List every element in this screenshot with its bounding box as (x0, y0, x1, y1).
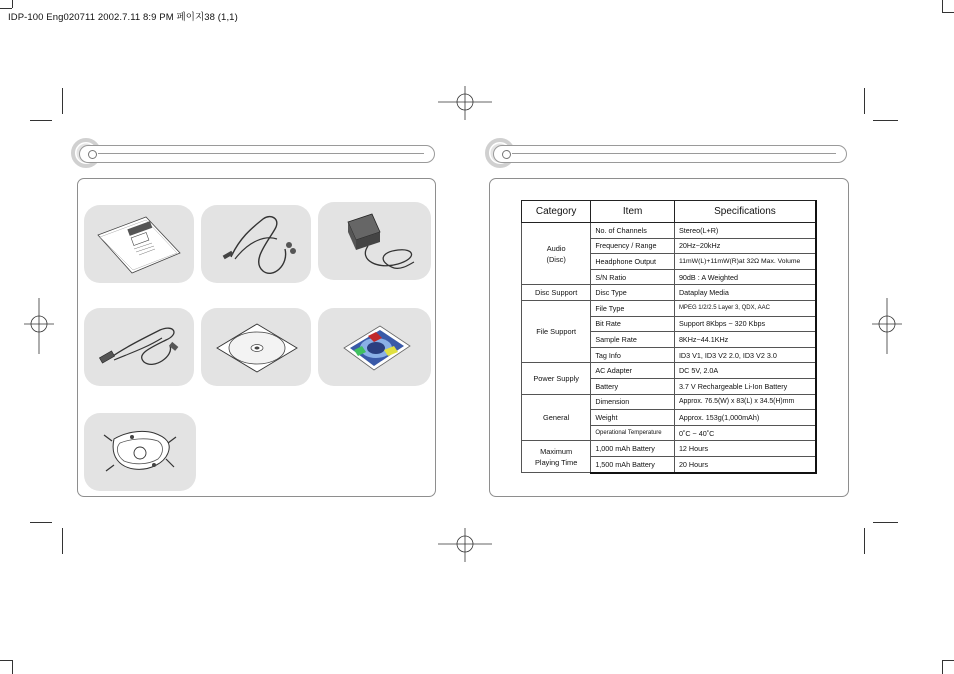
section-title-bar-right (493, 145, 847, 163)
item-cell: AC Adapter (591, 363, 675, 379)
table-row (522, 394, 817, 410)
registration-mark-left-icon (24, 298, 54, 354)
spec-cell: Support 8Kbps ~ 320 Kbps (674, 316, 816, 332)
spec-cell: 3.7 V Rechargeable Li-Ion Battery (674, 378, 816, 394)
section-title-bar-left (79, 145, 435, 163)
item-cell: Battery (591, 378, 675, 394)
spec-cell: 0˚C ~ 40˚C (674, 425, 816, 441)
dataplay-disc-icon (318, 308, 431, 386)
ac-adapter-icon (318, 202, 431, 280)
item-cell: 1,500 mAh Battery (591, 456, 675, 472)
item-cell: Weight (591, 410, 675, 426)
installation-cd-icon (201, 308, 311, 386)
registration-mark-right-icon (872, 298, 902, 354)
header-item: Item (591, 201, 675, 223)
header-specifications: Specifications (674, 201, 816, 223)
item-cell: S/N Ratio (591, 269, 675, 285)
manual-booklet-icon (84, 205, 194, 283)
spec-cell: ID3 V1, ID3 V2 2.0, ID3 V2 3.0 (674, 347, 816, 363)
belt-clip-holder-icon (84, 413, 196, 491)
accessory-tile (318, 202, 431, 280)
spec-cell: 8KHz~44.1KHz (674, 332, 816, 348)
earphones-cable-icon (201, 205, 311, 283)
table-row (522, 363, 817, 379)
spec-cell: 90dB : A Weighted (674, 269, 816, 285)
accessory-tile (84, 308, 194, 386)
category-cell-file-support: File Support (522, 300, 591, 362)
item-cell: Bit Rate (591, 316, 675, 332)
item-cell: Dimension (591, 394, 675, 410)
table-row (522, 285, 817, 301)
accessory-tile (84, 205, 194, 283)
item-cell: Headphone Output (591, 254, 675, 270)
spec-cell: MPEG 1/2/2.5 Layer 3, QDX, AAC (674, 300, 816, 316)
category-cell-disc-support: Disc Support (522, 285, 591, 301)
accessory-tile (318, 308, 431, 386)
category-cell-general: General (522, 394, 591, 441)
item-cell: Sample Rate (591, 332, 675, 348)
spec-cell: 11mW(L)+11mW(R)at 32Ω Max. Volume (674, 254, 816, 270)
registration-mark-top-icon (438, 86, 492, 120)
print-header: IDP-100 Eng020711 2002.7.11 8:9 PM 페이지38 (1,1) (8, 12, 238, 23)
registration-mark-bottom-icon (438, 528, 492, 562)
item-cell: 1,000 mAh Battery (591, 441, 675, 457)
specifications-table (521, 200, 817, 474)
category-cell-audio: Audio (Disc) (522, 223, 591, 285)
item-cell: Operational Temperature (591, 425, 675, 441)
accessory-tile (84, 413, 196, 491)
spec-cell: Approx. 153g(1,000mAh) (674, 410, 816, 426)
spec-cell: 12 Hours (674, 441, 816, 457)
item-cell: No. of Channels (591, 223, 675, 239)
table-row (522, 223, 817, 239)
usb-cable-icon (84, 308, 194, 386)
accessory-tile (201, 205, 311, 283)
spec-cell: Stereo(L+R) (674, 223, 816, 239)
header-category: Category (522, 201, 591, 223)
table-header-row (522, 201, 817, 223)
table-row (522, 441, 817, 457)
item-cell: File Type (591, 300, 675, 316)
table-row (522, 300, 817, 316)
item-cell: Frequency / Range (591, 238, 675, 254)
item-cell: Disc Type (591, 285, 675, 301)
accessory-tile (201, 308, 311, 386)
spec-cell: DC 5V, 2.0A (674, 363, 816, 379)
spec-cell: 20Hz~20kHz (674, 238, 816, 254)
category-cell-power-supply: Power Supply (522, 363, 591, 394)
spec-cell: 20 Hours (674, 456, 816, 472)
spec-cell: Dataplay Media (674, 285, 816, 301)
category-cell-max-playing-time: Maximum Playing Time (522, 441, 591, 473)
spec-cell: Approx. 76.5(W) x 83(L) x 34.5(H)mm (674, 394, 816, 410)
item-cell: Tag Info (591, 347, 675, 363)
